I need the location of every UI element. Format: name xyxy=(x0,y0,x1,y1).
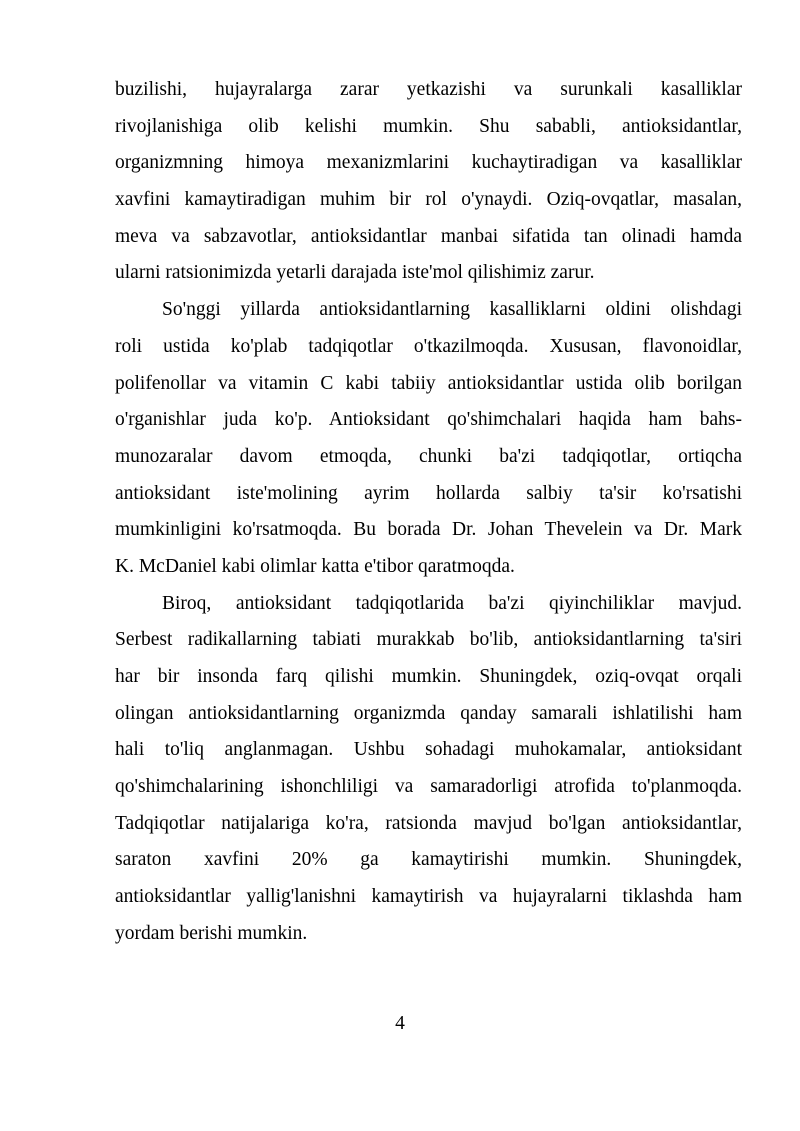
text-line: xavfini kamaytiradigan muhim bir rol o'ynaydi. Oziq-ovqatlar, masalan, xyxy=(115,189,742,211)
text-line: munozaralar davom etmoqda, chunki ba'zi tadqiqotlar, ortiqcha xyxy=(115,445,742,467)
text-line: Biroq, antioksidant tadqiqotlarida ba'zi qiyinchiliklar mavjud. xyxy=(162,592,742,614)
body-text xyxy=(115,72,742,953)
text-line: olingan antioksidantlarning organizmda qanday samarali ishlatilishi ham xyxy=(115,702,742,724)
page-number: 4 xyxy=(395,1013,405,1034)
text-line: rivojlanishiga olib kelishi mumkin. Shu sababli, antioksidantlar, xyxy=(115,115,742,137)
paragraph xyxy=(115,292,742,586)
text-line: Tadqiqotlar natijalariga ko'ra, ratsionda mavjud bo'lgan antioksidantlar, xyxy=(115,812,742,834)
text-line: har bir insonda farq qilishi mumkin. Shuningdek, oziq-ovqat orqali xyxy=(115,666,742,687)
paragraph xyxy=(115,72,742,292)
text-line: qo'shimchalarining ishonchliligi va samaradorligi atrofida to'planmoqda. xyxy=(115,776,742,798)
text-line: yordam berishi mumkin. xyxy=(115,922,308,944)
text-line: polifenollar va vitamin C kabi tabiiy antioksidantlar ustida olib borilgan xyxy=(115,372,742,394)
text-line: o'rganishlar juda ko'p. Antioksidant qo'shimchalari haqida ham bahs- xyxy=(115,409,742,431)
text-line: antioksidant iste'molining ayrim hollarda salbiy ta'sir ko'rsatishi xyxy=(115,482,742,504)
text-line: So'nggi yillarda antioksidantlarning kasalliklarni oldini olishdagi xyxy=(162,299,742,321)
text-line: mumkinligini ko'rsatmoqda. Bu borada Dr. Johan Thevelein va Dr. Mark xyxy=(115,519,742,541)
text-line: meva va sabzavotlar, antioksidantlar manbai sifatida tan olinadi hamda xyxy=(115,225,742,247)
paragraph xyxy=(115,586,742,953)
text-line: organizmning himoya mexanizmlarini kuchaytiradigan va kasalliklar xyxy=(115,152,742,174)
text-line: K. McDaniel kabi olimlar katta e'tibor qaratmoqda. xyxy=(115,555,515,577)
text-line: roli ustida ko'plab tadqiqotlar o'tkazilmoqda. Xususan, flavonoidlar, xyxy=(115,335,742,357)
text-line: antioksidantlar yallig'lanishni kamaytirish va hujayralarni tiklashda ham xyxy=(115,886,742,908)
text-line: saraton xavfini 20% ga kamaytirishi mumkin. Shuningdek, xyxy=(115,849,742,871)
text-line: Serbest radikallarning tabiati murakkab bo'lib, antioksidantlarning ta'siri xyxy=(115,629,742,651)
text-line: hali to'liq anglanmagan. Ushbu sohadagi muhokamalar, antioksidant xyxy=(115,739,742,761)
text-line: ularni ratsionimizda yetarli darajada iste'mol qilishimiz zarur. xyxy=(115,262,595,284)
text-line: buzilishi, hujayralarga zarar yetkazishi va surunkali kasalliklar xyxy=(115,79,742,100)
